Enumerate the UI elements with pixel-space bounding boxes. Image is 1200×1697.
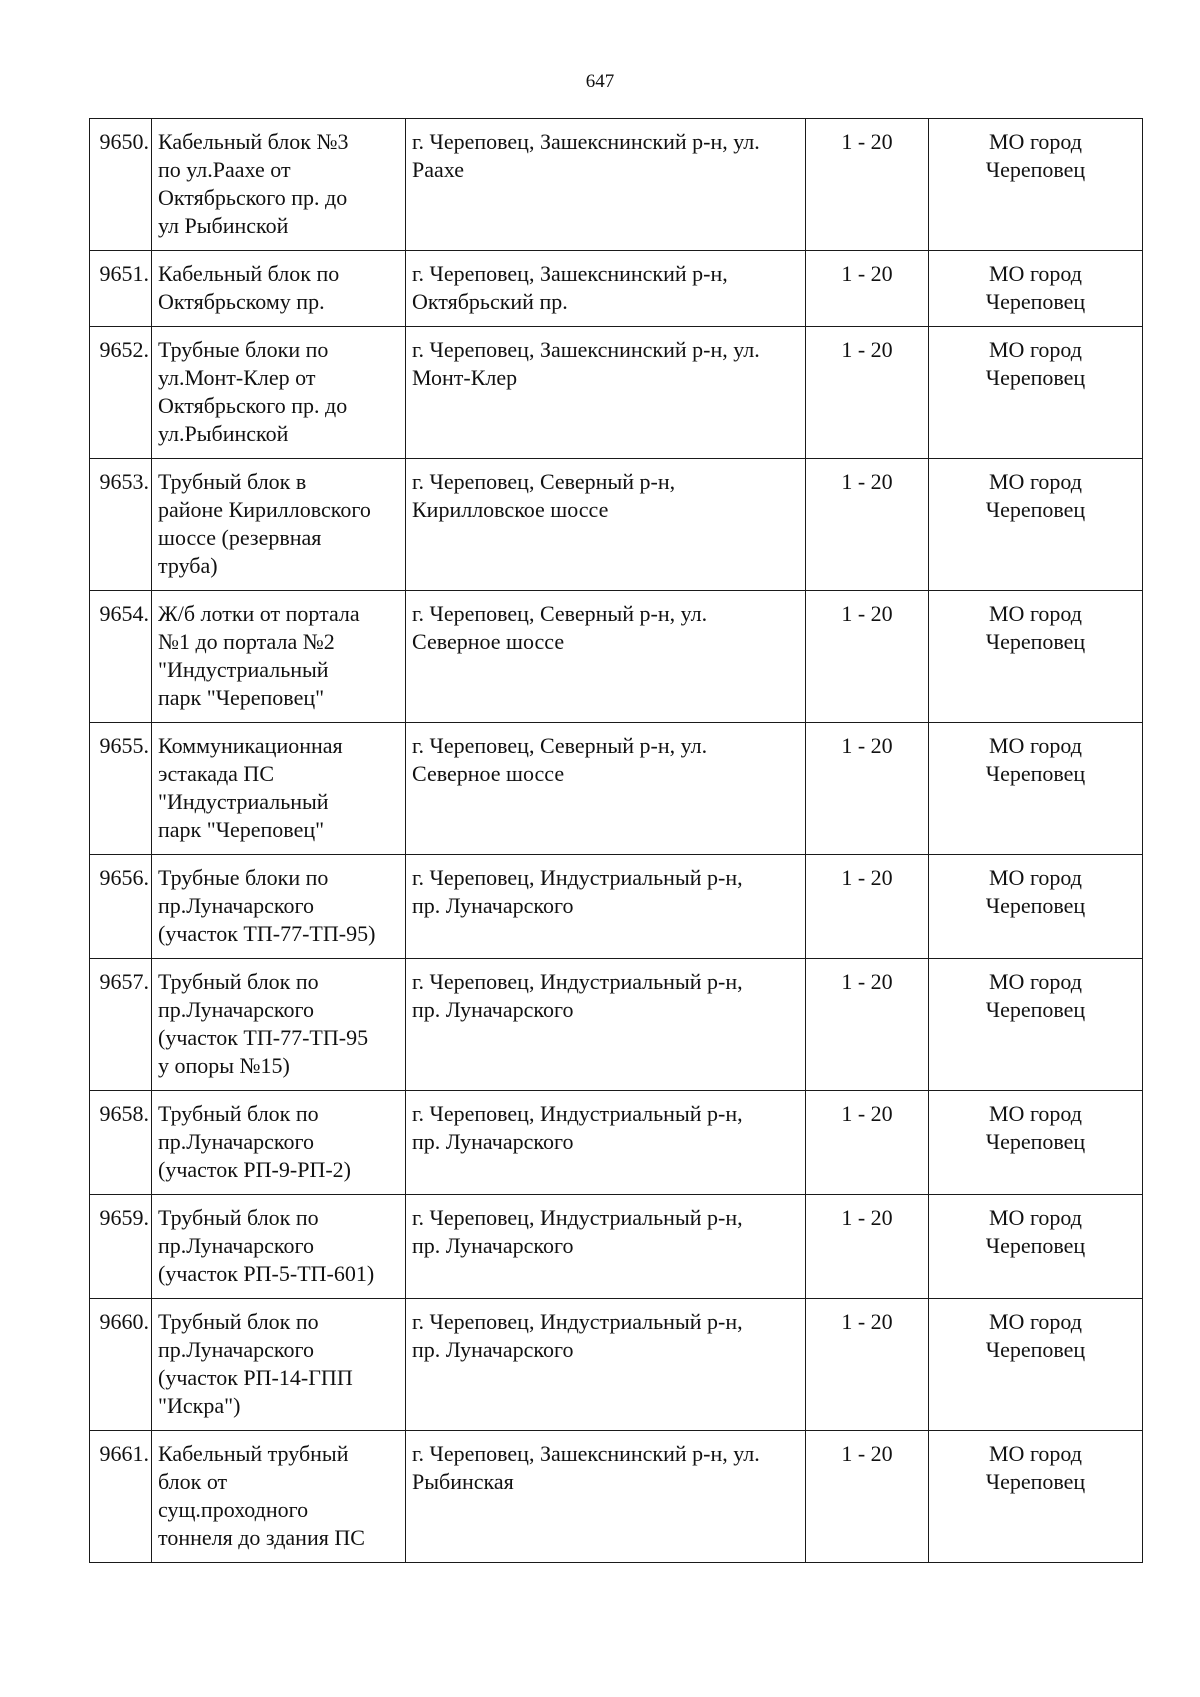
address-cell-text: г. Череповец, Зашекснинский р-н, ул. Монт-Клер bbox=[412, 337, 760, 390]
owner-cell bbox=[929, 119, 1143, 251]
category-cell-text: 1 - 20 bbox=[841, 1205, 893, 1230]
category-cell bbox=[806, 119, 929, 251]
owner-cell bbox=[929, 959, 1143, 1091]
table-row bbox=[90, 251, 1143, 327]
address-cell-text: г. Череповец, Зашекснинский р-н, ул. Рыбинская bbox=[412, 1441, 760, 1494]
object-name-cell-text: Ж/б лотки от портала №1 до портала №2 "Индустриальный парк "Череповец" bbox=[158, 601, 360, 710]
address-cell-text: г. Череповец, Индустриальный р-н, пр. Луначарского bbox=[412, 1205, 743, 1258]
row-number-cell bbox=[90, 959, 152, 1091]
owner-cell bbox=[929, 723, 1143, 855]
category-cell-text: 1 - 20 bbox=[841, 969, 893, 994]
object-name-cell-text: Трубный блок по пр.Луначарского (участок РП-14-ГПП "Искра") bbox=[158, 1309, 353, 1418]
address-cell bbox=[406, 119, 806, 251]
row-number-cell bbox=[90, 591, 152, 723]
row-number-cell-text: 9658. bbox=[99, 1101, 149, 1126]
object-name-cell bbox=[152, 1431, 406, 1563]
category-cell bbox=[806, 1091, 929, 1195]
row-number-cell bbox=[90, 1195, 152, 1299]
owner-cell-text: МО город Череповец bbox=[985, 1441, 1086, 1494]
object-name-cell-text: Трубный блок по пр.Луначарского (участок РП-9-РП-2) bbox=[158, 1101, 351, 1182]
object-name-cell-text: Трубный блок в районе Кирилловского шоссе (резервная труба) bbox=[158, 469, 371, 578]
registry-table bbox=[89, 118, 1143, 1563]
row-number-cell bbox=[90, 1431, 152, 1563]
category-cell bbox=[806, 591, 929, 723]
address-cell-text: г. Череповец, Северный р-н, Кирилловское шоссе bbox=[412, 469, 676, 522]
address-cell bbox=[406, 251, 806, 327]
owner-cell bbox=[929, 1299, 1143, 1431]
table-row bbox=[90, 1299, 1143, 1431]
owner-cell bbox=[929, 251, 1143, 327]
row-number-cell bbox=[90, 1091, 152, 1195]
owner-cell-text: МО город Череповец bbox=[985, 733, 1086, 786]
address-cell bbox=[406, 591, 806, 723]
object-name-cell-text: Кабельный трубный блок от сущ.проходного тоннеля до здания ПС bbox=[158, 1441, 365, 1550]
object-name-cell bbox=[152, 591, 406, 723]
address-cell-text: г. Череповец, Северный р-н, ул. Северное шоссе bbox=[412, 601, 708, 654]
address-cell bbox=[406, 723, 806, 855]
row-number-cell-text: 9654. bbox=[99, 601, 149, 626]
category-cell-text: 1 - 20 bbox=[841, 469, 893, 494]
row-number-cell bbox=[90, 855, 152, 959]
object-name-cell bbox=[152, 1299, 406, 1431]
row-number-cell-text: 9650. bbox=[99, 129, 149, 154]
address-cell bbox=[406, 855, 806, 959]
table-row bbox=[90, 459, 1143, 591]
table-row bbox=[90, 1091, 1143, 1195]
address-cell bbox=[406, 1299, 806, 1431]
owner-cell bbox=[929, 1195, 1143, 1299]
category-cell-text: 1 - 20 bbox=[841, 261, 893, 286]
object-name-cell bbox=[152, 1195, 406, 1299]
object-name-cell-text: Трубный блок по пр.Луначарского (участок ТП-77-ТП-95 у опоры №15) bbox=[158, 969, 369, 1078]
category-cell-text: 1 - 20 bbox=[841, 601, 893, 626]
object-name-cell-text: Коммуникационная эстакада ПС "Индустриальный парк "Череповец" bbox=[158, 733, 343, 842]
category-cell bbox=[806, 855, 929, 959]
object-name-cell bbox=[152, 251, 406, 327]
owner-cell-text: МО город Череповец bbox=[985, 1205, 1086, 1258]
object-name-cell-text: Трубный блок по пр.Луначарского (участок РП-5-ТП-601) bbox=[158, 1205, 375, 1286]
table-row bbox=[90, 1195, 1143, 1299]
category-cell bbox=[806, 723, 929, 855]
row-number-cell-text: 9656. bbox=[99, 865, 149, 890]
table-row bbox=[90, 119, 1143, 251]
table-row bbox=[90, 855, 1143, 959]
category-cell-text: 1 - 20 bbox=[841, 1309, 893, 1334]
address-cell-text: г. Череповец, Зашекснинский р-н, Октябрьский пр. bbox=[412, 261, 728, 314]
page-number: 647 bbox=[585, 71, 615, 92]
row-number-cell-text: 9657. bbox=[99, 969, 149, 994]
object-name-cell bbox=[152, 119, 406, 251]
owner-cell-text: МО город Череповец bbox=[985, 129, 1086, 182]
owner-cell bbox=[929, 327, 1143, 459]
object-name-cell bbox=[152, 723, 406, 855]
address-cell-text: г. Череповец, Северный р-н, ул. Северное шоссе bbox=[412, 733, 708, 786]
row-number-cell-text: 9660. bbox=[99, 1309, 149, 1334]
category-cell bbox=[806, 1431, 929, 1563]
address-cell-text: г. Череповец, Индустриальный р-н, пр. Луначарского bbox=[412, 1101, 743, 1154]
row-number-cell-text: 9659. bbox=[99, 1205, 149, 1230]
row-number-cell-text: 9651. bbox=[99, 261, 149, 286]
row-number-cell bbox=[90, 251, 152, 327]
registry-table-body bbox=[90, 119, 1143, 1563]
owner-cell-text: МО город Череповец bbox=[985, 261, 1086, 314]
owner-cell-text: МО город Череповец bbox=[985, 601, 1086, 654]
category-cell bbox=[806, 1299, 929, 1431]
object-name-cell-text: Трубные блоки по ул.Монт-Клер от Октябрьского пр. до ул.Рыбинской bbox=[158, 337, 348, 446]
owner-cell-text: МО город Череповец bbox=[985, 469, 1086, 522]
address-cell bbox=[406, 1431, 806, 1563]
address-cell bbox=[406, 459, 806, 591]
address-cell bbox=[406, 959, 806, 1091]
category-cell-text: 1 - 20 bbox=[841, 1441, 893, 1466]
object-name-cell bbox=[152, 855, 406, 959]
address-cell-text: г. Череповец, Индустриальный р-н, пр. Луначарского bbox=[412, 969, 743, 1022]
row-number-cell-text: 9653. bbox=[99, 469, 149, 494]
row-number-cell-text: 9655. bbox=[99, 733, 149, 758]
owner-cell-text: МО город Череповец bbox=[985, 337, 1086, 390]
owner-cell bbox=[929, 591, 1143, 723]
object-name-cell-text: Кабельный блок по Октябрьскому пр. bbox=[158, 261, 340, 314]
category-cell-text: 1 - 20 bbox=[841, 129, 893, 154]
category-cell bbox=[806, 959, 929, 1091]
category-cell bbox=[806, 251, 929, 327]
object-name-cell-text: Трубные блоки по пр.Луначарского (участок ТП-77-ТП-95) bbox=[158, 865, 376, 946]
table-row bbox=[90, 327, 1143, 459]
row-number-cell-text: 9652. bbox=[99, 337, 149, 362]
row-number-cell bbox=[90, 723, 152, 855]
owner-cell bbox=[929, 1091, 1143, 1195]
owner-cell-text: МО город Череповец bbox=[985, 1309, 1086, 1362]
object-name-cell bbox=[152, 459, 406, 591]
category-cell bbox=[806, 1195, 929, 1299]
object-name-cell-text: Кабельный блок №3 по ул.Раахе от Октябрьского пр. до ул Рыбинской bbox=[158, 129, 349, 238]
category-cell bbox=[806, 327, 929, 459]
address-cell bbox=[406, 1091, 806, 1195]
table-row bbox=[90, 1431, 1143, 1563]
row-number-cell bbox=[90, 119, 152, 251]
owner-cell bbox=[929, 459, 1143, 591]
category-cell-text: 1 - 20 bbox=[841, 733, 893, 758]
table-row bbox=[90, 591, 1143, 723]
row-number-cell-text: 9661. bbox=[99, 1441, 149, 1466]
category-cell-text: 1 - 20 bbox=[841, 865, 893, 890]
address-cell-text: г. Череповец, Индустриальный р-н, пр. Луначарского bbox=[412, 1309, 743, 1362]
object-name-cell bbox=[152, 327, 406, 459]
address-cell bbox=[406, 327, 806, 459]
table-row bbox=[90, 723, 1143, 855]
category-cell-text: 1 - 20 bbox=[841, 337, 893, 362]
address-cell-text: г. Череповец, Индустриальный р-н, пр. Луначарского bbox=[412, 865, 743, 918]
object-name-cell bbox=[152, 959, 406, 1091]
owner-cell bbox=[929, 855, 1143, 959]
row-number-cell bbox=[90, 459, 152, 591]
owner-cell bbox=[929, 1431, 1143, 1563]
address-cell-text: г. Череповец, Зашекснинский р-н, ул. Раахе bbox=[412, 129, 760, 182]
owner-cell-text: МО город Череповец bbox=[985, 1101, 1086, 1154]
object-name-cell bbox=[152, 1091, 406, 1195]
row-number-cell bbox=[90, 1299, 152, 1431]
address-cell bbox=[406, 1195, 806, 1299]
owner-cell-text: МО город Череповец bbox=[985, 969, 1086, 1022]
category-cell-text: 1 - 20 bbox=[841, 1101, 893, 1126]
owner-cell-text: МО город Череповец bbox=[985, 865, 1086, 918]
category-cell bbox=[806, 459, 929, 591]
table-row bbox=[90, 959, 1143, 1091]
row-number-cell bbox=[90, 327, 152, 459]
